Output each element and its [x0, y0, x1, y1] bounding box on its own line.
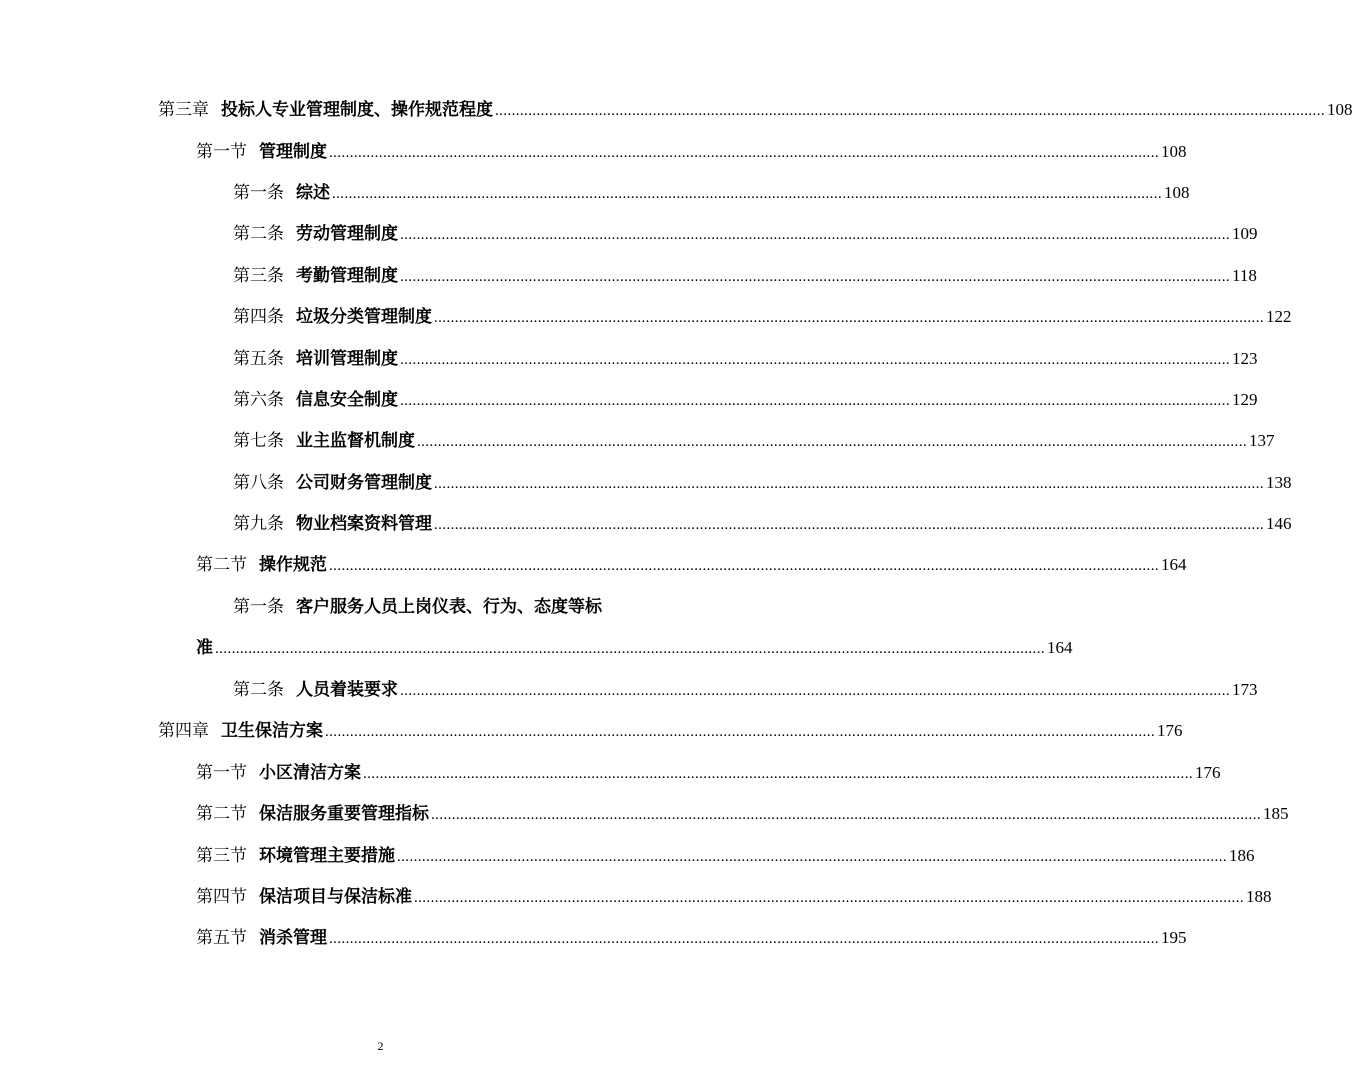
- dot-leader: ........................................................................................................................................................................................................: [495, 103, 1325, 119]
- toc-entry-article[interactable]: [233, 429, 1275, 453]
- toc-entry-title: 考勤管理制度: [296, 266, 398, 286]
- dot-leader: ........................................................................................................................................................................................................: [400, 683, 1230, 699]
- toc-entry-number: 第八条: [233, 473, 284, 493]
- toc-entry-page: 176: [1157, 721, 1183, 740]
- toc-entry-article[interactable]: [233, 471, 1292, 495]
- toc-entry-section[interactable]: [196, 553, 1187, 577]
- toc-entry-number: 第三节: [196, 846, 247, 866]
- toc-entry-page: 109: [1232, 224, 1258, 243]
- toc-entry-title: 物业档案资料管理: [296, 514, 432, 534]
- toc-entry-section[interactable]: [196, 140, 1187, 164]
- toc-entry-number: 第三条: [233, 266, 284, 286]
- toc-entry-page: 108: [1164, 183, 1190, 202]
- page-number: 2: [377, 1039, 384, 1053]
- dot-leader: ........................................................................................................................................................................................................: [400, 227, 1230, 243]
- dot-leader: ........................................................................................................................................................................................................: [363, 766, 1193, 782]
- toc-entry-title: 人员着装要求: [296, 680, 398, 700]
- toc-entry-article[interactable]: [233, 264, 1257, 288]
- toc-entry-page: 122: [1266, 307, 1292, 326]
- toc-entry-article[interactable]: [233, 305, 1292, 329]
- dot-leader: ........................................................................................................................................................................................................: [434, 517, 1264, 533]
- dot-leader: ........................................................................................................................................................................................................: [400, 352, 1230, 368]
- toc-entry-number: 第九条: [233, 514, 284, 534]
- toc-entry-title: 劳动管理制度: [296, 224, 398, 244]
- toc-entry-page: 123: [1232, 349, 1258, 368]
- toc-entry-article[interactable]: [233, 678, 1258, 702]
- toc-entry-title: 业主监督机制度: [296, 431, 415, 451]
- toc-entry-number: 第一节: [196, 763, 247, 783]
- toc-entry-title: 卫生保洁方案: [221, 721, 323, 741]
- toc-entry-title: 垃圾分类管理制度: [296, 307, 432, 327]
- toc-entry-number: 第一条: [233, 597, 284, 617]
- toc-entry-title: 公司财务管理制度: [296, 473, 432, 493]
- toc-entry-title: 客户服务人员上岗仪表、行为、态度等标: [296, 597, 602, 617]
- toc-entry-number: 第二节: [196, 804, 247, 824]
- toc-entry-page: 146: [1266, 514, 1292, 533]
- toc-entry-section[interactable]: [196, 802, 1289, 826]
- dot-leader: ........................................................................................................................................................................................................: [397, 849, 1227, 865]
- toc-entry-page: 129: [1232, 390, 1258, 409]
- toc-entry-article[interactable]: [233, 181, 1190, 205]
- toc-entry-page: 186: [1229, 846, 1255, 865]
- dot-leader: ........................................................................................................................................................................................................: [400, 393, 1230, 409]
- toc-entry-title: 管理制度: [259, 142, 327, 162]
- toc-entry-page: 164: [1047, 638, 1073, 657]
- toc-entry-title: 消杀管理: [259, 928, 327, 948]
- toc-entry-number: 第五节: [196, 928, 247, 948]
- toc-entry-number: 第一节: [196, 142, 247, 162]
- dot-leader: ........................................................................................................................................................................................................: [414, 890, 1244, 906]
- toc-entry-article[interactable]: [233, 222, 1258, 246]
- toc-entry-chapter-3[interactable]: [158, 98, 1353, 122]
- toc-entry-article-wrapped[interactable]: [233, 595, 640, 619]
- toc-entry-page: 164: [1161, 555, 1187, 574]
- toc-entry-page: 138: [1266, 473, 1292, 492]
- toc-entry-number: 第四章: [158, 721, 209, 741]
- toc-entry-number: 第五条: [233, 349, 284, 369]
- dot-leader: ........................................................................................................................................................................................................: [417, 434, 1247, 450]
- toc-entry-title: 信息安全制度: [296, 390, 398, 410]
- toc-entry-title: 保洁项目与保洁标准: [259, 887, 412, 907]
- toc-entry-article-continuation[interactable]: [196, 636, 1073, 660]
- toc-entry-title: 小区清洁方案: [259, 763, 361, 783]
- toc-entry-page: 108: [1327, 100, 1353, 119]
- toc-entry-number: 第四节: [196, 887, 247, 907]
- toc-entry-page: 137: [1249, 431, 1275, 450]
- dot-leader: ........................................................................................................................................................................................................: [329, 145, 1159, 161]
- toc-entry-page: 108: [1161, 142, 1187, 161]
- dot-leader: ........................................................................................................................................................................................................: [329, 931, 1159, 947]
- dot-leader: ........................................................................................................................................................................................................: [431, 807, 1261, 823]
- toc-entry-number: 第六条: [233, 390, 284, 410]
- toc-entry-title: 综述: [296, 183, 330, 203]
- toc-entry-section[interactable]: [196, 885, 1272, 909]
- toc-entry-number: 第二条: [233, 224, 284, 244]
- toc-entry-page: 195: [1161, 928, 1187, 947]
- toc-entry-title: 环境管理主要措施: [259, 846, 395, 866]
- toc-entry-article[interactable]: [233, 347, 1258, 371]
- dot-leader: ........................................................................................................................................................................................................: [400, 269, 1230, 285]
- dot-leader: ........................................................................................................................................................................................................: [325, 724, 1155, 740]
- toc-entry-number: 第一条: [233, 183, 284, 203]
- toc-entry-article[interactable]: [233, 388, 1258, 412]
- toc-entry-title-continuation: 准: [196, 638, 213, 658]
- dot-leader: ........................................................................................................................................................................................................: [332, 186, 1162, 202]
- toc-entry-number: 第四条: [233, 307, 284, 327]
- toc-entry-section[interactable]: [196, 844, 1255, 868]
- toc-entry-page: 176: [1195, 763, 1221, 782]
- toc-entry-title: 投标人专业管理制度、操作规范程度: [221, 100, 493, 120]
- toc-entry-section[interactable]: [196, 761, 1221, 785]
- toc-entry-number: 第二节: [196, 555, 247, 575]
- toc-entry-page: 173: [1232, 680, 1258, 699]
- dot-leader: ........................................................................................................................................................................................................: [434, 310, 1264, 326]
- toc-entry-title: 培训管理制度: [296, 349, 398, 369]
- dot-leader: ........................................................................................................................................................................................................: [215, 641, 1045, 657]
- toc-entry-chapter-4[interactable]: [158, 719, 1183, 743]
- dot-leader: ........................................................................................................................................................................................................: [434, 476, 1264, 492]
- toc-entry-number: 第三章: [158, 100, 209, 120]
- dot-leader: ........................................................................................................................................................................................................: [329, 558, 1159, 574]
- toc-entry-page: 188: [1246, 887, 1272, 906]
- toc-entry-page: 185: [1263, 804, 1289, 823]
- toc-entry-article[interactable]: [233, 512, 1292, 536]
- toc-entry-number: 第七条: [233, 431, 284, 451]
- toc-entry-title: 保洁服务重要管理指标: [259, 804, 429, 824]
- toc-entry-page: 118: [1232, 266, 1257, 285]
- toc-entry-number: 第二条: [233, 680, 284, 700]
- toc-entry-title: 操作规范: [259, 555, 327, 575]
- toc-entry-section[interactable]: [196, 926, 1187, 950]
